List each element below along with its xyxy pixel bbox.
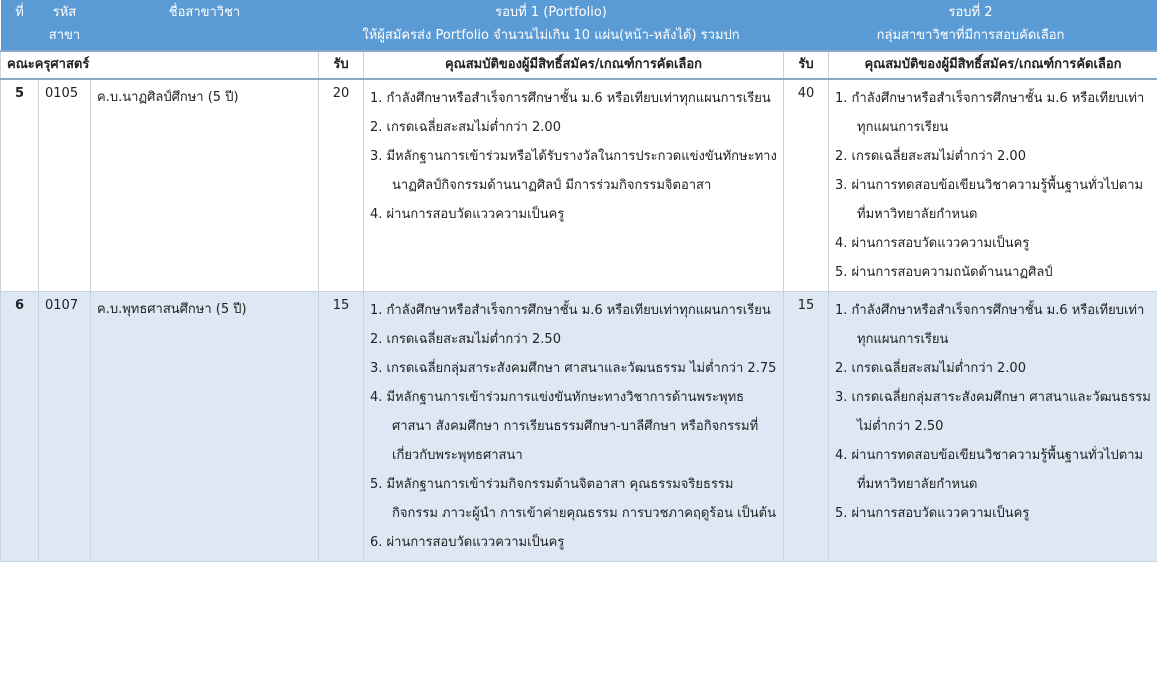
criteria-item: 5. ผ่านการสอบความถนัดด้านนาฏศิลป์ <box>835 265 1053 280</box>
row-number: 5 <box>1 79 39 292</box>
quota1-label: รับ <box>319 51 364 79</box>
header-row-2 <box>1 26 1157 51</box>
criteria-item: 3. เกรดเฉลี่ยกลุ่มสาระสังคมศึกษา ศาสนาและวัฒนธรรม ไม่ต่ำกว่า 2.75 <box>370 361 777 376</box>
criteria-item: 2. เกรดเฉลี่ยสะสมไม่ต่ำกว่า 2.00 <box>835 361 1026 376</box>
header-round2-sub: กลุ่มสาขาวิชาที่มีการสอบคัดเลือก <box>784 26 1157 51</box>
quota2-label: รับ <box>784 51 829 79</box>
header-round1-title: รอบที่ 1 (Portfolio) <box>319 0 784 26</box>
program-code: 0105 <box>39 79 91 292</box>
criteria-item: 2. เกรดเฉลี่ยสะสมไม่ต่ำกว่า 2.00 <box>370 120 561 135</box>
criteria-item: 6. ผ่านการสอบวัดแววความเป็นครู <box>370 535 565 550</box>
header-no: ที่ <box>1 0 39 26</box>
faculty-row <box>1 51 1157 79</box>
program-name: ค.บ.นาฏศิลป์ศึกษา (5 ปี) <box>91 79 319 292</box>
criteria-item: 3. มีหลักฐานการเข้าร่วมหรือได้รับรางวัลในการประกวดแข่งขันทักษะทางนาฏศิลป์กิจกรรมด้านนาฏศิลป์ มีการร่วมกิจกรรมจิตอาสา <box>370 149 777 193</box>
criteria-item: 5. มีหลักฐานการเข้าร่วมกิจกรรมด้านจิตอาสา คุณธรรมจริยธรรม กิจกรรม ภาวะผู้นำ การเข้าค่ายคุณธรรม การบวชภาคฤดูร้อน เป็นต้น <box>370 477 776 521</box>
header-code-1: รหัส <box>39 0 91 26</box>
program-name: ค.บ.พุทธศาสนศึกษา (5 ปี) <box>91 292 319 562</box>
header-code-2: สาขา <box>39 26 91 51</box>
round2-criteria <box>829 79 1157 292</box>
criteria-item: 4. ผ่านการทดสอบข้อเขียนวิชาความรู้พื้นฐานทั่วไปตามที่มหาวิทยาลัยกำหนด <box>835 448 1144 492</box>
round1-quota: 15 <box>319 292 364 562</box>
criteria-item: 1. กำลังศึกษาหรือสำเร็จการศึกษาชั้น ม.6 หรือเทียบเท่าทุกแผนการเรียน <box>370 303 771 318</box>
header-name: ชื่อสาขาวิชา <box>91 0 319 26</box>
criteria-item: 2. เกรดเฉลี่ยสะสมไม่ต่ำกว่า 2.50 <box>370 332 561 347</box>
round2-criteria <box>829 292 1157 562</box>
table-row <box>1 292 1157 562</box>
round2-quota: 40 <box>784 79 829 292</box>
table-row <box>1 79 1157 292</box>
row-number: 6 <box>1 292 39 562</box>
round1-criteria <box>364 79 784 292</box>
header-row-1 <box>1 0 1157 26</box>
criteria-item: 1. กำลังศึกษาหรือสำเร็จการศึกษาชั้น ม.6 หรือเทียบเท่าทุกแผนการเรียน <box>835 303 1145 347</box>
program-code: 0107 <box>39 292 91 562</box>
header-round2-title: รอบที่ 2 <box>784 0 1157 26</box>
criteria-item: 4. ผ่านการสอบวัดแววความเป็นครู <box>370 207 565 222</box>
criteria-item: 4. ผ่านการสอบวัดแววความเป็นครู <box>835 236 1030 251</box>
criteria-item: 1. กำลังศึกษาหรือสำเร็จการศึกษาชั้น ม.6 หรือเทียบเท่าทุกแผนการเรียน <box>835 91 1145 135</box>
criteria-item: 3. เกรดเฉลี่ยกลุ่มสาระสังคมศึกษา ศาสนาและวัฒนธรรม ไม่ต่ำกว่า 2.50 <box>835 390 1151 434</box>
criteria-item: 2. เกรดเฉลี่ยสะสมไม่ต่ำกว่า 2.00 <box>835 149 1026 164</box>
criteria2-label: คุณสมบัติของผู้มีสิทธิ์สมัคร/เกณฑ์การคัดเลือก <box>829 51 1157 79</box>
criteria-item: 3. ผ่านการทดสอบข้อเขียนวิชาความรู้พื้นฐานทั่วไปตามที่มหาวิทยาลัยกำหนด <box>835 178 1144 222</box>
criteria-item: 4. มีหลักฐานการเข้าร่วมการแข่งขันทักษะทางวิชาการด้านพระพุทธศาสนา สังคมศึกษา การเรียนธรรมศึกษา-บาลีศึกษา หรือกิจกรรมที่เกี่ยวกับพระพุทธศาสนา <box>370 390 759 463</box>
criteria1-label: คุณสมบัติของผู้มีสิทธิ์สมัคร/เกณฑ์การคัดเลือก <box>364 51 784 79</box>
header-round1-sub: ให้ผู้สมัครส่ง Portfolio จำนวนไม่เกิน 10 แผ่น(หน้า-หลังได้) รวมปก <box>319 26 784 51</box>
criteria-item: 5. ผ่านการสอบวัดแววความเป็นครู <box>835 506 1030 521</box>
criteria-item: 1. กำลังศึกษาหรือสำเร็จการศึกษาชั้น ม.6 หรือเทียบเท่าทุกแผนการเรียน <box>370 91 771 106</box>
round1-criteria <box>364 292 784 562</box>
round1-quota: 20 <box>319 79 364 292</box>
round2-quota: 15 <box>784 292 829 562</box>
faculty-name: คณะครุศาสตร์ <box>1 51 319 79</box>
